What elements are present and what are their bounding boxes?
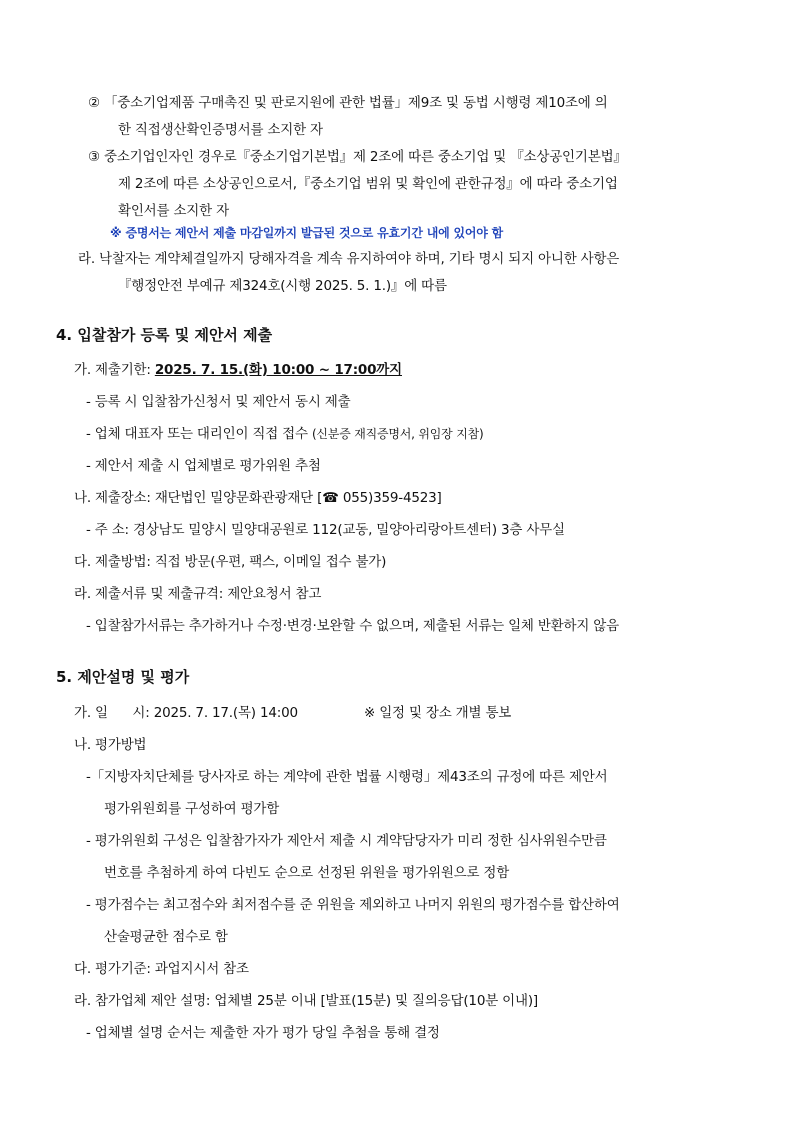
- evaluation-criteria: 다. 평가기준: 과업지시서 참조: [74, 961, 249, 977]
- presentation-date-note: ※ 일정 및 장소 개별 통보: [364, 705, 512, 721]
- submit-docs-note: - 입찰참가서류는 추가하거나 수정·변경·보완할 수 없으며, 제출된 서류는 일체 반환하지 않음: [86, 618, 619, 634]
- deadline-label: 가. 제출기한:: [74, 362, 155, 378]
- method-3-line2: 산술평균한 점수로 함: [104, 929, 228, 945]
- evaluation-method: 나. 평가방법: [74, 737, 147, 753]
- section4-heading: 4. 입찰참가 등록 및 제안서 제출: [56, 326, 273, 344]
- ra-line2: 『행정안전 부예규 제324호(시행 2025. 5. 1.)』에 따름: [118, 278, 447, 294]
- item2-line1: ② 「중소기업제품 구매촉진 및 판로지원에 관한 법률」제9조 및 동법 시행령 제10조에 의: [88, 95, 608, 111]
- item3-line3: 확인서를 소지한 자: [118, 203, 229, 219]
- method-2-line1: - 평가위원회 구성은 입찰참가자가 제안서 제출 시 계약담당자가 미리 정한 심사위원수만큼: [86, 833, 607, 849]
- deadline-row: [74, 361, 402, 379]
- presentation-rule: 라. 참가업체 제안 설명: 업체별 25분 이내 [발표(15분) 및 질의응답(10분 이내)]: [74, 993, 538, 1009]
- method-3-line1: - 평가점수는 최고점수와 최저점수를 준 위원을 제외하고 나머지 위원의 평가점수를 합산하여: [86, 897, 620, 913]
- submit-place: 나. 제출장소: 재단법인 밀양문화관광재단 [☎ 055)359-4523]: [74, 490, 442, 506]
- section5-heading: 5. 제안설명 및 평가: [56, 668, 190, 686]
- ra-line1: 라. 낙찰자는 계약체결일까지 당해자격을 계속 유지하여야 하며, 기타 명시 되지 아니한 사항은: [78, 251, 620, 267]
- item3-line1: ③ 중소기업인자인 경우로『중소기업기본법』제 2조에 따른 중소기업 및 『소상공인기본법』: [88, 149, 627, 165]
- submit-docs: 라. 제출서류 및 제출규격: 제안요청서 참고: [74, 586, 322, 602]
- presentation-order: - 업체별 설명 순서는 제출한 자가 평가 당일 추첨을 통해 결정: [86, 1025, 440, 1041]
- method-1-line1: -「지방자치단체를 당사자로 하는 계약에 관한 법률 시행령」제43조의 규정에 따른 제안서: [86, 769, 608, 785]
- bullet-evaluator-draw: - 제안서 제출 시 업체별로 평가위원 추첨: [86, 458, 321, 474]
- item2-line2: 한 직접생산확인증명서를 소지한 자: [118, 122, 323, 138]
- submit-address: - 주 소: 경상남도 밀양시 밀양대공원로 112(교동, 밀양아리랑아트센터) 3층 사무실: [86, 522, 565, 538]
- deadline-value: 2025. 7. 15.(화) 10:00 ~ 17:00까지: [154, 362, 402, 378]
- method-2-line2: 번호를 추첨하게 하여 다빈도 순으로 선정된 위원을 평가위원으로 정함: [104, 865, 510, 881]
- bullet-submit-sub: (신분증 재직증명서, 위임장 지참): [311, 427, 484, 441]
- method-1-line2: 평가위원회를 구성하여 평가함: [104, 801, 280, 817]
- bullet-submit-main: - 업체 대표자 또는 대리인이 직접 접수: [86, 426, 312, 442]
- bullet-submit-person: [86, 425, 483, 443]
- certificate-note: ※ 증명서는 제안서 제출 마감일까지 발급된 것으로 유효기간 내에 있어야 함: [110, 226, 504, 240]
- submit-method: 다. 제출방법: 직접 방문(우편, 팩스, 이메일 접수 불가): [74, 554, 387, 570]
- item3-line2: 제 2조에 따른 소상공인으로서,『중소기업 범위 및 확인에 관한규정』에 따라 중소기업: [118, 176, 618, 192]
- bullet-register: - 등록 시 입찰참가신청서 및 제안서 동시 제출: [86, 394, 351, 410]
- presentation-date: 가. 일 시: 2025. 7. 17.(목) 14:00: [74, 705, 298, 721]
